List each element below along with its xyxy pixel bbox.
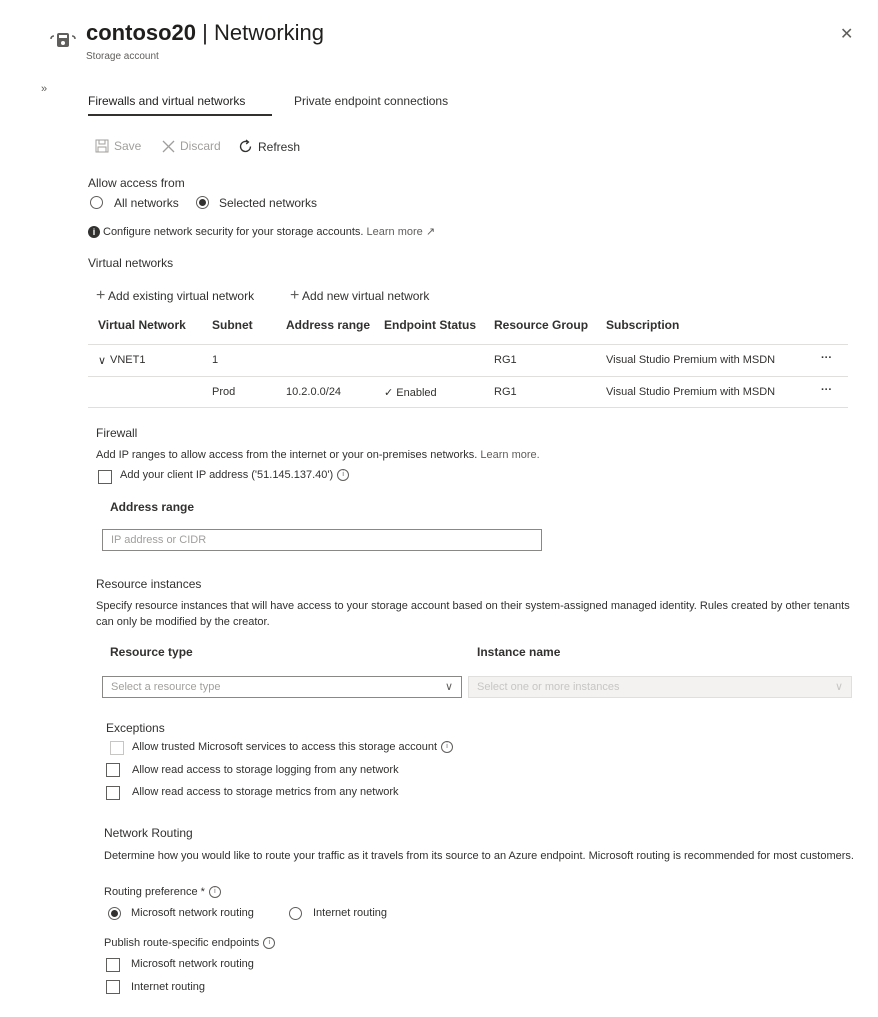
cell-subnet: Prod: [212, 386, 236, 398]
resource-instances-heading: Resource instances: [96, 577, 202, 591]
add-existing-vnet-button[interactable]: [96, 287, 254, 305]
save-button[interactable]: [95, 139, 141, 153]
publish-checkbox-internet-routing[interactable]: [106, 980, 120, 994]
exception-checkbox-logging[interactable]: [106, 763, 120, 777]
virtual-networks-heading: Virtual networks: [88, 256, 174, 270]
exception-label-trusted-services: [132, 741, 453, 753]
radio-internet-routing[interactable]: [289, 907, 302, 920]
chevron-down-icon: ∨: [834, 681, 843, 693]
column-header-subscription: Subscription: [606, 318, 680, 332]
publish-endpoints-label: [104, 937, 275, 949]
plus-icon: +: [96, 287, 106, 304]
exception-text-trusted-services: Allow trusted Microsoft services to access this storage account: [132, 741, 438, 753]
firewall-learn-more-link[interactable]: Learn more.: [480, 449, 540, 461]
resource-type-label: Resource type: [110, 645, 193, 659]
active-tab-indicator: [88, 114, 272, 116]
discard-button[interactable]: [162, 139, 221, 153]
chevron-down-icon: ∨: [444, 681, 453, 693]
info-icon: i: [209, 886, 221, 898]
more-options-icon[interactable]: ···: [821, 384, 832, 396]
cell-vnet: VNET1: [110, 354, 146, 366]
instance-name-dropdown: [468, 676, 852, 698]
table-row[interactable]: [88, 376, 848, 408]
save-label: Save: [114, 139, 142, 153]
cell-subnet: 1: [212, 354, 219, 366]
more-options-icon[interactable]: ···: [821, 352, 832, 364]
add-new-label: Add new virtual network: [302, 289, 430, 303]
radio-selected-networks[interactable]: [196, 196, 209, 209]
info-icon: i: [337, 469, 349, 481]
cell-resource-group: RG1: [494, 386, 517, 398]
publish-label-internet-routing: Internet routing: [131, 981, 205, 993]
allow-access-label: Allow access from: [88, 176, 185, 190]
refresh-button[interactable]: [238, 139, 300, 154]
cell-subscription: Visual Studio Premium with MSDN: [606, 386, 776, 398]
title-separator: |: [196, 20, 214, 45]
tab-firewalls-and-virtual-networks[interactable]: Firewalls and virtual networks: [88, 94, 246, 108]
publish-endpoints-text: Publish route-specific endpoints: [104, 937, 260, 949]
storage-account-icon: [50, 27, 76, 53]
cell-endpoint-status: [384, 386, 437, 399]
address-range-input[interactable]: IP address or CIDR: [102, 529, 542, 551]
radio-microsoft-network-routing[interactable]: [108, 907, 121, 920]
endpoint-status-text: Enabled: [396, 387, 437, 399]
learn-more-link[interactable]: Learn more: [366, 226, 423, 238]
info-icon: i: [263, 937, 275, 949]
refresh-label: Refresh: [258, 139, 301, 154]
client-ip-text: Add your client IP address ('51.145.137.40'): [120, 469, 334, 481]
column-header-endpoint-status: Endpoint Status: [384, 318, 476, 332]
page-subtitle: Storage account: [86, 51, 159, 62]
discard-label: Discard: [180, 139, 221, 153]
network-security-text: Configure network security for your storage accounts.: [103, 226, 364, 238]
routing-preference-text: Routing preference *: [104, 886, 205, 898]
exception-label-logging: Allow read access to storage logging from any network: [132, 764, 399, 776]
firewall-description-text: Add IP ranges to allow access from the internet or your on-premises networks.: [96, 449, 478, 461]
info-icon: i: [88, 226, 100, 238]
double-chevron-right-icon[interactable]: »: [41, 83, 48, 95]
tab-private-endpoint-connections[interactable]: Private endpoint connections: [294, 94, 449, 108]
client-ip-label: [120, 469, 349, 481]
add-new-vnet-button[interactable]: [290, 287, 429, 305]
column-header-resource-group: Resource Group: [494, 318, 589, 332]
internet-routing-label: Internet routing: [313, 907, 387, 919]
client-ip-checkbox[interactable]: [98, 470, 112, 484]
info-icon: i: [441, 741, 453, 753]
publish-label-microsoft-routing: Microsoft network routing: [131, 958, 254, 970]
resource-name: contoso20: [86, 20, 197, 45]
exceptions-heading: Exceptions: [106, 721, 165, 735]
exception-checkbox-metrics[interactable]: [106, 786, 120, 800]
resource-instances-description: Specify resource instances that will have access to your storage account based on their system-assigned managed identity. Rules created by other tenants can only be modified by the creator.: [96, 600, 850, 628]
instance-placeholder: Select one or more instances: [477, 681, 620, 693]
page-title: [86, 20, 324, 46]
cell-resource-group: RG1: [494, 354, 517, 366]
column-header-address-range: Address range: [286, 318, 371, 332]
refresh-icon: [238, 139, 253, 154]
exception-label-metrics: Allow read access to storage metrics from any network: [132, 786, 399, 798]
expand-chevron-icon[interactable]: ∨: [98, 355, 107, 367]
firewall-description: [96, 447, 540, 463]
all-networks-label: All networks: [114, 196, 179, 210]
blade-name: Networking: [213, 20, 325, 45]
network-routing-description: Determine how you would like to route your traffic as it travels from its source to an Azure endpoint. Microsoft routing is recommended for most customers.: [104, 850, 854, 862]
column-header-subnet: Subnet: [212, 318, 253, 332]
cell-address-range: 10.2.0.0/24: [286, 386, 342, 398]
instance-name-label: Instance name: [477, 645, 561, 659]
exception-checkbox-trusted-services[interactable]: [110, 741, 124, 755]
address-range-label: Address range: [110, 500, 195, 514]
network-routing-heading: Network Routing: [104, 826, 193, 840]
external-link-icon: ↗: [425, 226, 436, 238]
close-icon[interactable]: ✕: [840, 26, 854, 43]
add-existing-label: Add existing virtual network: [108, 289, 255, 303]
discard-icon: [162, 140, 175, 153]
selected-networks-label: Selected networks: [219, 196, 318, 210]
resource-type-placeholder: Select a resource type: [111, 681, 221, 693]
radio-all-networks[interactable]: [90, 196, 103, 209]
cell-subscription: Visual Studio Premium with MSDN: [606, 354, 776, 366]
checkmark-icon: ✓: [384, 387, 394, 399]
save-icon: [95, 139, 109, 153]
routing-preference-label: [104, 886, 221, 898]
table-row[interactable]: [88, 344, 848, 376]
column-header-virtual-network: Virtual Network: [98, 318, 186, 332]
table-divider: [88, 407, 848, 408]
firewall-heading: Firewall: [96, 426, 138, 440]
resource-type-dropdown[interactable]: [102, 676, 462, 698]
publish-checkbox-microsoft-routing[interactable]: [106, 958, 120, 972]
network-security-info: [103, 225, 435, 238]
microsoft-routing-label: Microsoft network routing: [131, 907, 254, 919]
plus-icon: +: [290, 287, 300, 304]
